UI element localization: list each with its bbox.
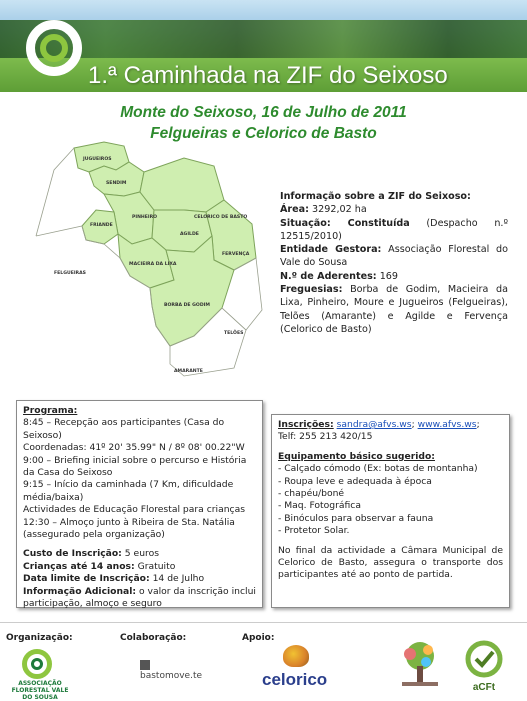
map-label-amarante: AMARANTE xyxy=(174,369,203,374)
transport-note: No final da actividade a Câmara Municipal de Celorico de Basto, assegura o transporte dos participantes até ao ponto de partida. xyxy=(278,544,503,581)
programa-item: 9:00 – Briefing inicial sobre o percurso e História da Casa do Seixoso xyxy=(23,454,247,479)
equipamento-heading: Equipamento básico sugerido: xyxy=(278,450,435,462)
equipamento-item: - Calçado cómodo (Ex: botas de montanha) xyxy=(278,463,478,475)
map-outline-west xyxy=(36,148,74,236)
inscricoes-box xyxy=(271,414,510,608)
equipamento-item: - chapéu/boné xyxy=(278,488,345,500)
programa-heading: Programa: xyxy=(23,405,78,416)
info-situacao: Situação: Constituída (Despacho n.º 12515/2010) xyxy=(280,217,508,242)
map-label-macieira: MACIEIRA DA LIXA xyxy=(129,262,177,267)
zif-logo-inner-icon xyxy=(40,34,68,62)
inscricoes-phone: Telf: 255 213 420/15 xyxy=(278,431,373,443)
map-label-teloes: TELÕES xyxy=(224,331,244,336)
footer-apoio-label: Apoio: xyxy=(242,633,275,643)
map-label-celorico: CELORICO DE BASTO xyxy=(194,215,248,220)
email-link[interactable]: sandra@afvs.ws xyxy=(336,419,412,430)
bastomove-mark-icon xyxy=(140,660,150,670)
map-label-jugueiros: JUGUEIROS xyxy=(83,157,112,162)
footer-colaboracao-label: Colaboração: xyxy=(120,633,187,643)
info-entidade: Entidade Gestora: Associação Florestal do Vale do Sousa xyxy=(280,244,508,269)
programa-box xyxy=(16,400,263,608)
info-freguesias: Freguesias: Borba de Godim, Macieira da Lixa, Pinheiro, Moure e Jugueiros (Felgueiras), Telões (Amarante) e Agilde e Fervença (Celorico de Basto) xyxy=(280,284,508,335)
afvs-logo-text: ASSOCIAÇÃO FLORESTAL VALE DO SOUSA xyxy=(11,680,69,701)
event-municipalities: Felgueiras e Celorico de Basto xyxy=(150,125,377,142)
info-area: Área: 3292,02 ha xyxy=(280,204,367,216)
equipamento-item: - Protetor Solar. xyxy=(278,525,350,537)
programa-item: Coordenadas: 41º 20' 35.99" N / 8º 08' 00.22"W xyxy=(23,442,245,454)
map-region-celorico xyxy=(140,158,224,212)
map-label-sendim: SENDIM xyxy=(106,181,127,186)
equipamento-item: - Binóculos para observar a fauna xyxy=(278,512,434,524)
acft-logo xyxy=(465,640,503,693)
banner-title: 1.ª Caminhada na ZIF do Seixoso xyxy=(88,62,448,89)
map-label-agilde: AGILDE xyxy=(180,232,199,237)
footer-divider xyxy=(0,622,527,623)
data-limite: Data limite de Inscrição: 14 de Julho xyxy=(23,573,205,585)
map-label-borba: BORBA DE GODIM xyxy=(164,303,210,308)
celorico-emblem-icon xyxy=(283,645,309,667)
website-link[interactable]: www.afvs.ws xyxy=(417,419,477,430)
inscricoes-contact: Inscrições: sandra@afvs.ws; www.afvs.ws; xyxy=(278,419,480,430)
acft-text: aCFt xyxy=(472,682,496,693)
zif-map xyxy=(34,140,264,382)
acft-mark-icon xyxy=(465,640,503,678)
map-label-fervenca: FERVENÇA xyxy=(222,252,250,257)
programa-item: 12:30 – Almoço junto à Ribeira de Sta. Natália (assegurado pela organização) xyxy=(23,516,235,541)
afvs-logo-inner-icon xyxy=(31,658,43,670)
programa-item: Actividades de Educação Florestal para crianças xyxy=(23,504,246,516)
equipamento-item: - Maq. Fotográfica xyxy=(278,500,361,512)
criancas-info: Crianças até 14 anos: Gratuito xyxy=(23,560,176,572)
event-date-location: Monte do Seixoso, 16 de Julho de 2011 xyxy=(120,104,407,121)
zif-info xyxy=(280,190,508,336)
informacao-adicional: Informação Adicional: o valor da inscrição inclui participação, almoço e seguro xyxy=(23,585,256,610)
map-label-pinheiro: PINHEIRO xyxy=(132,215,158,220)
info-aderentes: N.º de Aderentes: 169 xyxy=(280,270,399,282)
equipamento-item: - Roupa leve e adequada à época xyxy=(278,475,432,487)
celorico-logo: celorico xyxy=(262,670,328,689)
map-label-felgueiras: FELGUEIRAS xyxy=(54,271,86,276)
programa-item: 9:15 – Início da caminhada (7 Km, dificuldade média/baixa) xyxy=(23,479,234,503)
info-heading: Informação sobre a ZIF do Seixoso: xyxy=(280,191,471,202)
header-banner xyxy=(0,0,527,92)
forests-year-tree-icon xyxy=(398,640,442,688)
programa-item: 8:45 – Recepção aos participantes (Casa do Seixoso) xyxy=(23,417,225,441)
event-title xyxy=(0,102,527,144)
footer-organizacao-label: Organização: xyxy=(6,633,73,643)
map-label-friande: FRIANDE xyxy=(90,223,113,228)
custo-inscricao: Custo de Inscrição: 5 euros xyxy=(23,548,160,560)
bastomove-logo: bastomove.te xyxy=(140,660,198,678)
